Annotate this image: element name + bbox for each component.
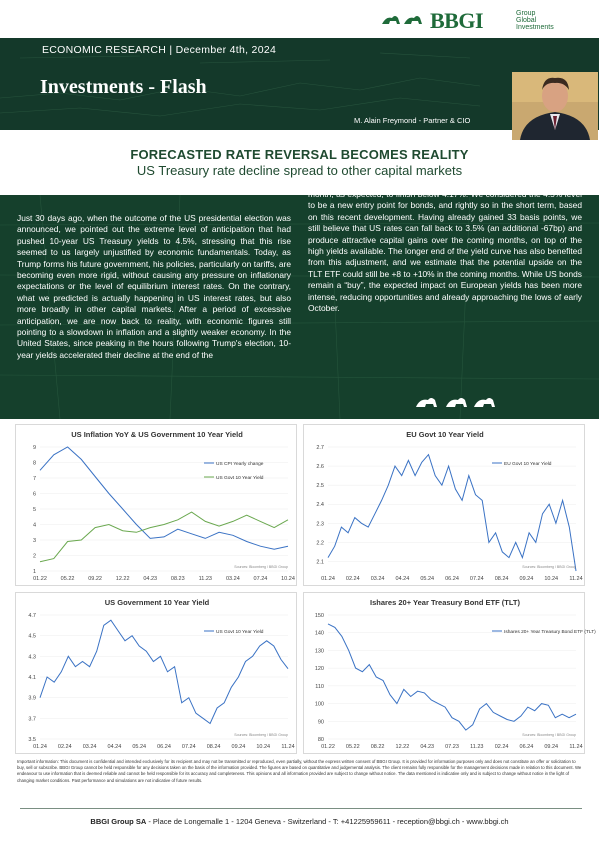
y-tick-label: 4.1 — [28, 675, 36, 681]
bull-logo-icon — [380, 10, 428, 32]
legend-label: US Govt 10 Year Yield — [216, 630, 264, 635]
x-tick-label: 06.24 — [519, 744, 534, 750]
chart-title: US Government 10 Year Yield — [104, 598, 210, 607]
legend-label: US Govt 10 Year Yield — [216, 476, 264, 481]
x-tick-label: 01.22 — [321, 744, 335, 750]
x-tick-label: 07.24 — [469, 576, 484, 582]
y-tick-label: 100 — [314, 701, 324, 708]
bull-bear-icon — [412, 389, 502, 413]
x-tick-label: 11.24 — [281, 744, 295, 750]
chart-source: Sources: Bloomberg / BBGI Group — [234, 565, 288, 569]
footer-address: - Place de Longemalle 1 - 1204 Geneva - Switzerland - T: +41225959611 - reception@bbgi.ch - www.bbgi.ch — [146, 817, 509, 826]
y-tick-label: 120 — [314, 666, 324, 673]
x-tick-label: 09.24 — [231, 744, 246, 750]
x-tick-label: 11.23 — [198, 576, 213, 582]
author-photo — [512, 72, 598, 140]
x-tick-label: 03.24 — [370, 576, 385, 582]
x-tick-label: 10.24 — [281, 576, 295, 582]
y-tick-label: 3.5 — [28, 737, 36, 743]
disclaimer-text: Important information: This document is confidential and intended exclusively for its recipient and may not be transmitted or reproduced, even partially, without the express written consent of BBGI Group. It is provided for information purposes only and does not constitute an offer or solicitation to buy, sell or subscribe. BBGI Group cannot be held responsible for any decisions taken on the basis of the information provided. The figures are based on quantitative and judgemental analysis. The client remains fully responsible for the management decisions made in relation to this document. We endeavour to use information that is deemed reliable and cannot be held responsible for its accuracy and completeness. This opinions and all information provided are subject to change without notice. The data mentioned is indicative only and is subject to change without notice in the light of changing market conditions. Past performance and simulations are not indicative of future results. — [17, 759, 582, 783]
x-tick-label: 08.22 — [370, 744, 385, 750]
footer — [0, 817, 599, 826]
x-tick-label: 08.24 — [206, 744, 221, 750]
x-tick-label: 06.24 — [445, 576, 459, 582]
header-banner — [0, 38, 599, 130]
chart-title: US Inflation YoY & US Government 10 Year Yield — [71, 430, 243, 439]
x-tick-label: 09.24 — [519, 576, 534, 582]
x-tick-label: 11.24 — [569, 576, 583, 582]
x-tick-label: 01.24 — [321, 576, 335, 582]
chart-svg — [304, 593, 596, 755]
x-tick-label: 05.22 — [345, 744, 360, 750]
x-tick-label: 04.24 — [395, 576, 410, 582]
chart-title: EU Govt 10 Year Yield — [406, 430, 484, 439]
x-tick-label: 10.24 — [256, 744, 271, 750]
x-tick-label: 02.24 — [57, 744, 72, 750]
page-title: Investments - Flash — [40, 76, 207, 98]
x-tick-label: 03.24 — [82, 744, 97, 750]
chart-tlt-etf — [303, 592, 596, 754]
x-tick-label: 08.23 — [170, 576, 185, 582]
y-tick-label: 7 — [32, 476, 36, 482]
x-tick-label: 12.22 — [115, 576, 130, 582]
chart-title: Ishares 20+ Year Treasury Bond ETF (TLT) — [370, 598, 520, 607]
x-tick-label: 01.24 — [33, 744, 47, 750]
y-tick-label: 2.3 — [316, 521, 324, 528]
chart-svg — [16, 425, 298, 587]
y-tick-label: 5 — [32, 507, 36, 513]
chart-source: Sources: Bloomberg / BBGI Group — [522, 565, 576, 569]
x-tick-label: 01.22 — [33, 576, 47, 582]
y-tick-label: 3.7 — [28, 716, 36, 723]
bbgi-logo — [380, 8, 595, 34]
y-tick-label: 9 — [32, 445, 36, 451]
research-date: ECONOMIC RESEARCH | December 4th, 2024 — [42, 44, 277, 56]
legend-label: US CPI Yearly change — [216, 462, 264, 467]
x-tick-label: 02.24 — [494, 744, 509, 750]
x-tick-label: 04.23 — [420, 744, 435, 750]
author-name: M. Alain Freymond - Partner & CIO — [354, 116, 471, 125]
y-tick-label: 1 — [32, 569, 36, 575]
x-tick-label: 09.22 — [88, 576, 102, 582]
chart-us-inflation-yield — [15, 424, 297, 586]
article-column-2: month, as expected, to finish below 4.17%. We considered the 4.5% level to be a new entry point for bonds, and rightly so in the short term, based on this recent development. Having already gained 33 basis points, we still believe that US rates can fall back to 3.5% (an additional -67bp) and produce attractive capital gains over the coming months, on top of the high yields available. The longer end of the yield curve has also benefited from this adjustment, and we estimate that the potential upside on the TLT ETF could still be +8 to +10% in the coming months. While US bonds remain a “buy”, the expected impact on European yields has been more intense, reducing opportunities and already approaching the lows of early October. — [308, 189, 582, 314]
x-tick-label: 07.23 — [445, 744, 459, 750]
series-line — [328, 624, 576, 730]
y-tick-label: 2.4 — [316, 502, 324, 509]
x-tick-label: 07.24 — [181, 744, 196, 750]
article-subheading: US Treasury rate decline spread to other capital markets — [136, 163, 463, 178]
y-tick-label: 130 — [314, 648, 324, 655]
y-tick-label: 2.1 — [316, 559, 324, 566]
chart-source: Sources: Bloomberg / BBGI Group — [522, 733, 576, 737]
article-body — [0, 189, 599, 419]
x-tick-label: 05.22 — [60, 576, 75, 582]
y-tick-label: 6 — [32, 491, 36, 498]
x-tick-label: 05.24 — [132, 744, 147, 750]
chart-eu-yield — [303, 424, 585, 586]
x-tick-label: 04.23 — [143, 576, 158, 582]
x-tick-label: 10.24 — [544, 576, 559, 582]
x-tick-label: 07.24 — [253, 576, 268, 582]
y-tick-label: 140 — [314, 630, 324, 637]
x-tick-label: 03.24 — [226, 576, 240, 582]
y-tick-label: 4.3 — [28, 654, 36, 661]
chart-source: Sources: Bloomberg / BBGI Group — [234, 733, 288, 737]
footer-divider — [20, 808, 582, 809]
chart-us-10y-yield — [15, 592, 297, 754]
y-tick-label: 2.6 — [316, 464, 324, 471]
x-tick-label: 08.24 — [494, 576, 509, 582]
y-tick-label: 8 — [32, 460, 36, 467]
y-tick-label: 110 — [315, 683, 324, 690]
x-tick-label: 09.24 — [544, 744, 559, 750]
y-tick-label: 4.7 — [28, 613, 36, 619]
y-tick-label: 2.5 — [316, 483, 324, 490]
brand-name: BBGI — [430, 8, 484, 33]
chart-svg — [304, 425, 586, 587]
y-tick-label: 3 — [32, 538, 36, 544]
y-tick-label: 3.9 — [28, 695, 36, 702]
y-tick-label: 4.5 — [28, 633, 36, 640]
x-tick-label: 11.23 — [470, 744, 484, 750]
footer-company: BBGI Group SA — [90, 817, 147, 826]
x-tick-label: 06.24 — [157, 744, 171, 750]
x-tick-label: 11.24 — [569, 744, 583, 750]
series-line — [328, 455, 576, 571]
x-tick-label: 05.24 — [420, 576, 435, 582]
y-tick-label: 2 — [32, 553, 36, 560]
x-tick-label: 04.24 — [107, 744, 122, 750]
chart-svg — [16, 593, 298, 755]
legend-label: EU Govt 10 Year Yield — [504, 462, 552, 467]
x-tick-label: 02.24 — [345, 576, 360, 582]
y-tick-label: 2.7 — [316, 445, 324, 451]
x-tick-label: 12.22 — [395, 744, 410, 750]
brand-subtitle: Group Global Investments — [516, 10, 554, 31]
y-tick-label: 90 — [317, 719, 324, 726]
legend-label: Ishares 20+ Year Treasury Bond ETF (TLT) — [504, 630, 596, 635]
y-tick-label: 2.2 — [316, 540, 324, 547]
y-tick-label: 80 — [317, 737, 324, 743]
article-column-1: Just 30 days ago, when the outcome of the US presidential election was announced, we pointed out the extreme level of anticipation that had pushed 10-year US Treasury yields to 4.5%, stressing that this rise seemed to us largely unjustified by economic fundamentals. Today, as Trump forms his future government, his policies, particularly on tariffs, are becoming even more rigid, without causing any pressure on inflationary expectations or the level of equilibrium interest rates. On the contrary, what we predicted is actually happening in US interest rates, but also more broadly in other capital markets. After a period of excessive anticipation, we are now back to reality, with economic figures still pointing to a slowdown in inflation and a slightly weaker economy. In the United States, since peaking in the hours following Trump's election, 10-year yields accelerated their decline at the end of the — [17, 213, 291, 360]
y-tick-label: 4 — [32, 522, 36, 529]
article-heading: FORECASTED RATE REVERSAL BECOMES REALITY — [130, 147, 469, 162]
y-tick-label: 150 — [314, 613, 324, 619]
